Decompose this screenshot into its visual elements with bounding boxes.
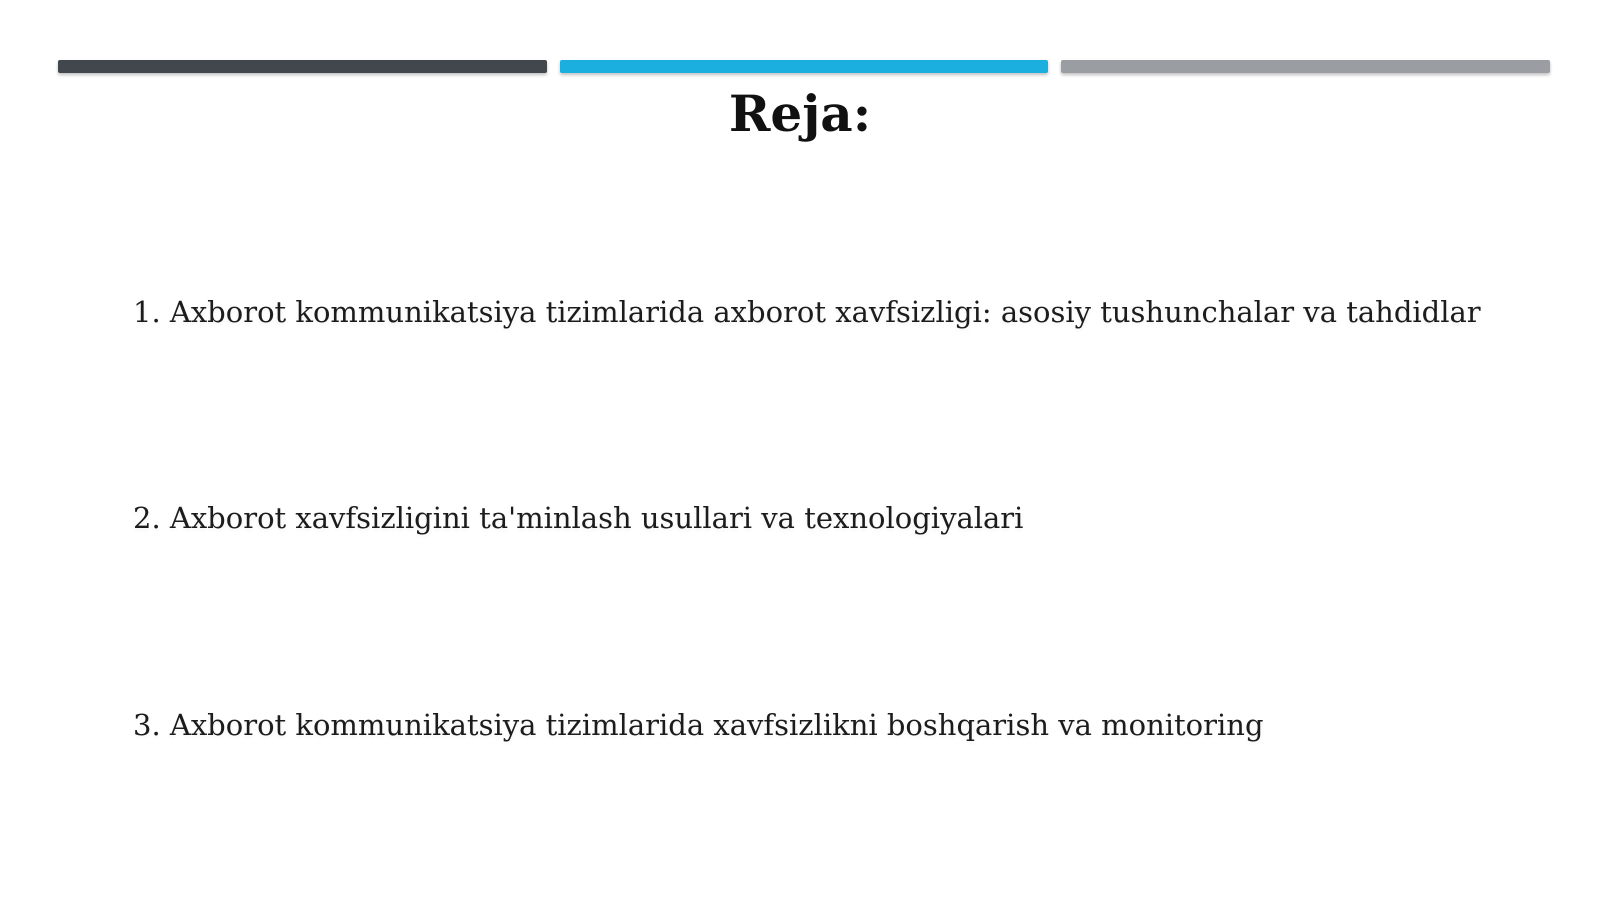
- plan-item-3: 3. Axborot kommunikatsiya tizimlarida xavfsizlikni boshqarish va monitoring: [133, 708, 1264, 742]
- header-bar-gray: [1061, 60, 1550, 73]
- plan-item-1: 1. Axborot kommunikatsiya tizimlarida axborot xavfsizligi: asosiy tushunchalar va tahdidlar: [133, 295, 1481, 329]
- slide-title: Reja:: [728, 84, 872, 143]
- header-bar-blue: [560, 60, 1049, 73]
- decorative-header-bars: [58, 60, 1550, 74]
- header-bar-dark: [58, 60, 547, 73]
- plan-item-2: 2. Axborot xavfsizligini ta'minlash usullari va texnologiyalari: [133, 501, 1024, 535]
